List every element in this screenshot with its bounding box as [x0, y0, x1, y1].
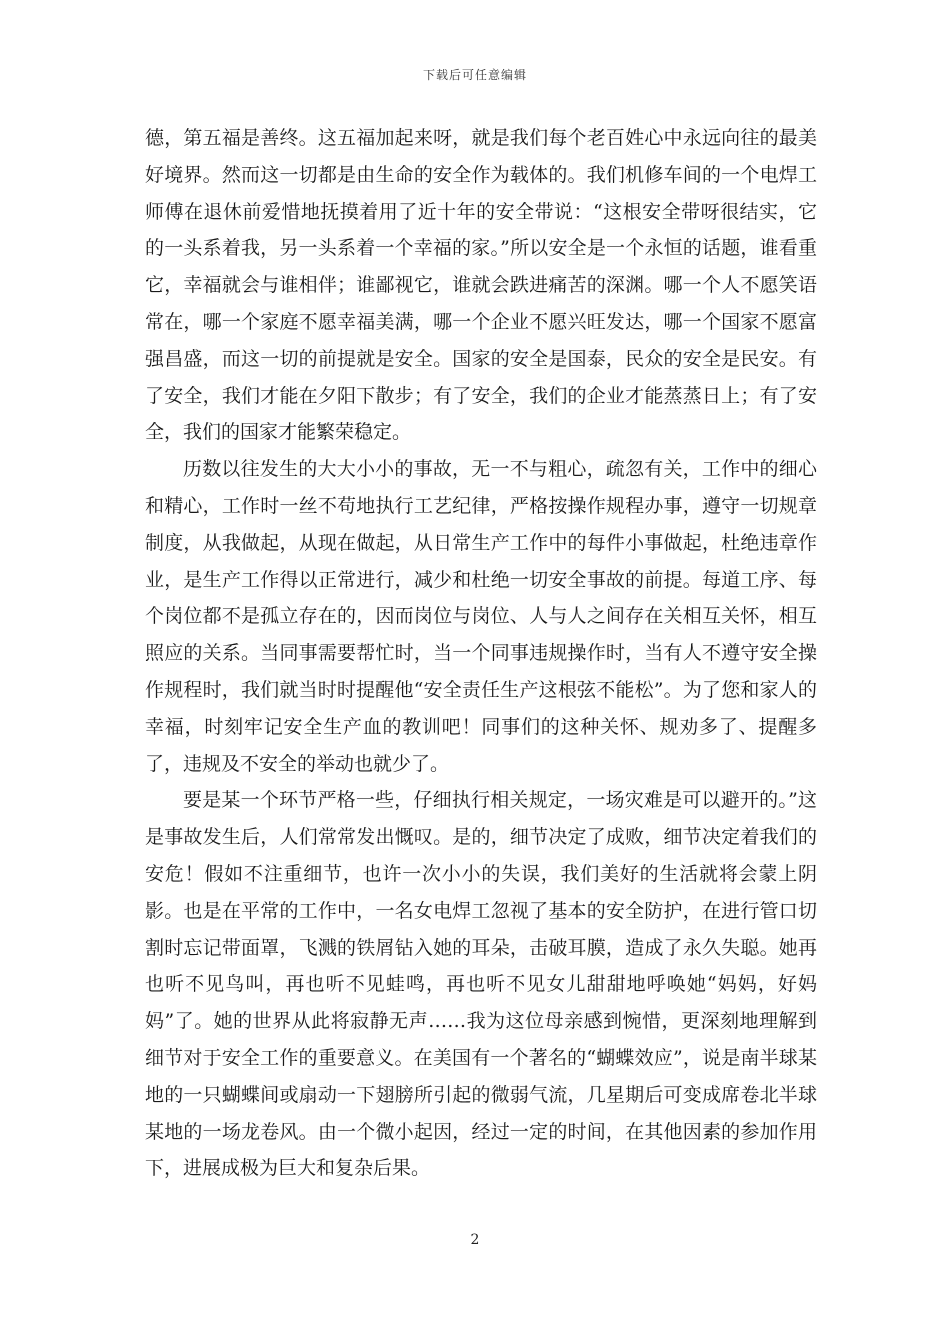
page-header: 下载后可任意编辑	[422, 68, 527, 82]
page-number: 2	[470, 1232, 480, 1248]
paragraph-2: 历数以往发生的大大小小的事故，无一不与粗心，疏忽有关，工作中的细心和精心，工作时一丝不苟地执行工艺纪律，严格按操作规程办事，遵守一切规章制度，从我做起，从现在做起，从日常生产工作中的每件小事做起，杜绝违章作业，是生产工作得以正常进行，减少和杜绝一切安全事故的前提。每道工序、每个岗位都不是孤立存在的，因而岗位与岗位、人与人之间存在关相互关怀，相互照应的关系。当同事需要帮忙时，当一个同事违规操作时，当有人不遵守安全操作规程时，我们就当时时提醒他“安全责任生产这根弦不能松”。为了您和家人的幸福，时刻牢记安全生产血的教训吧！同事们的这种关怀、规劝多了、提醒多了，违规及不安全的举动也就少了。	[145, 458, 817, 775]
paragraph-1: 德，第五福是善终。这五福加起来呀，就是我们每个老百姓心中永远向往的最美好境界。然而这一切都是由生命的安全作为载体的。我们机修车间的一个电焊工师傅在退休前爱惜地抚摸着用了近十年的安全带说：“这根安全带呀很结实，它的一头系着我，另一头系着一个幸福的家。”所以安全是一个永恒的话题，谁看重它，幸福就会与谁相伴；谁鄙视它，谁就会跌进痛苦的深渊。哪一个人不愿笑语常在，哪一个家庭不愿幸福美满，哪一个企业不愿兴旺发达，哪一个国家不愿富强昌盛，而这一切的前提就是安全。国家的安全是国泰，民众的安全是民安。有了安全，我们才能在夕阳下散步；有了安全，我们的企业才能蒸蒸日上；有了安全，我们的国家才能繁荣稳定。	[145, 127, 817, 444]
paragraph-3: 要是某一个环节严格一些，仔细执行相关规定，一场灾难是可以避开的。”这是事故发生后，人们常常发出慨叹。是的，细节决定了成败，细节决定着我们的安危！假如不注重细节，也许一次小小的失误，我们美好的生活就将会蒙上阴影。也是在平常的工作中，一名女电焊工忽视了基本的安全防护，在进行管口切割时忘记带面罩，飞溅的铁屑钻入她的耳朵，击破耳膜，造成了永久失聪。她再也听不见鸟叫，再也听不见蛙鸣，再也听不见女儿甜甜地呼唤她“妈妈，好妈妈”了。她的世界从此将寂静无声……我为这位母亲感到惋惜，更深刻地理解到细节对于安全工作的重要意义。在美国有一个著名的“蝴蝶效应”，说是南半球某地的一只蝴蝶间或扇动一下翅膀所引起的微弱气流，几星期后可变成席卷北半球某地的一场龙卷风。由一个微小起因，经过一定的时间，在其他因素的参加作用下，进展成极为巨大和复杂后果。	[145, 789, 817, 1180]
document-body	[145, 120, 817, 1187]
